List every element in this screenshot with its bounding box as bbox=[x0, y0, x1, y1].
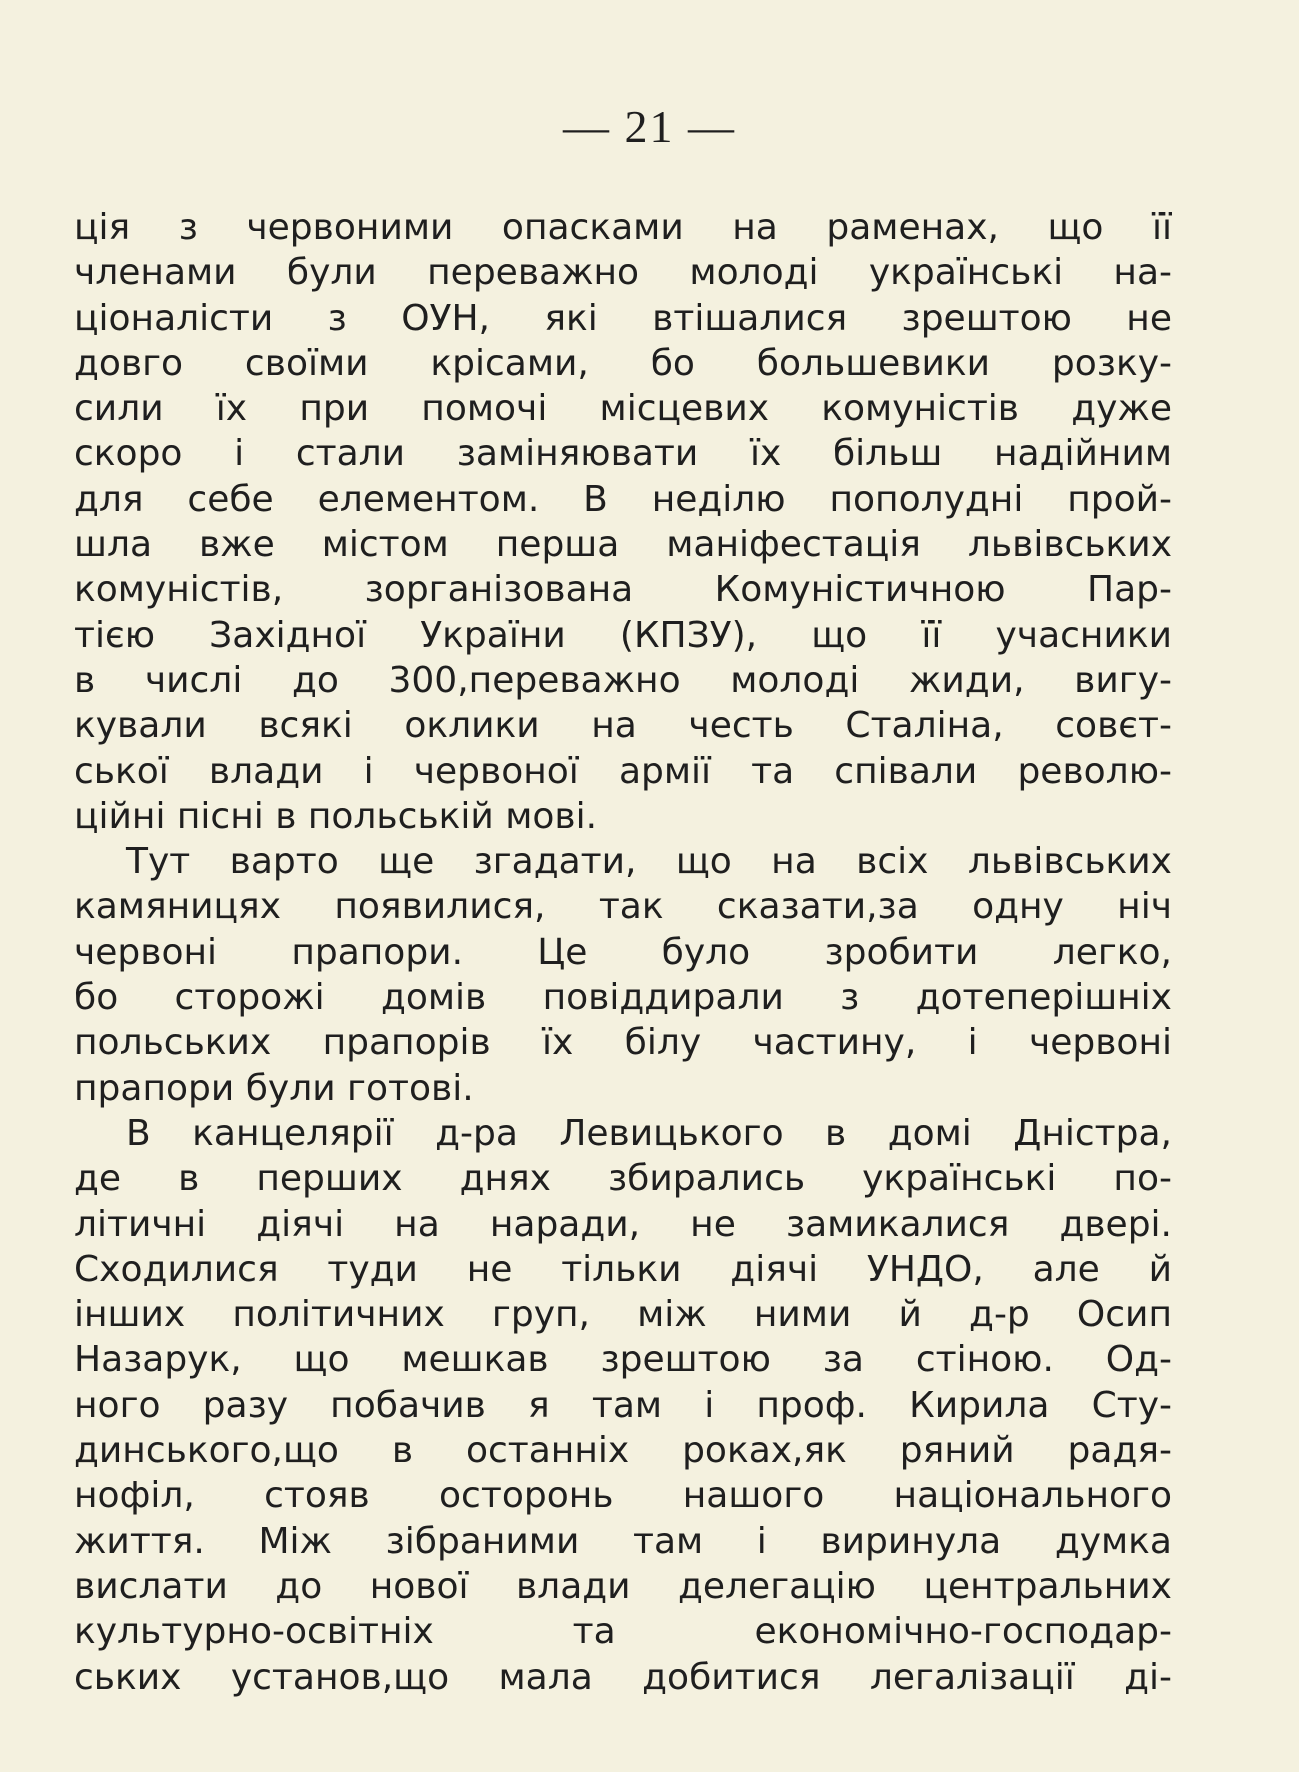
text-line: ційні пісні в польській мові. bbox=[74, 795, 598, 837]
text-line: літичні діячі на наради, не замикалися двері. bbox=[74, 1203, 1172, 1245]
text-line: вислати до нової влади делегацію центральних bbox=[74, 1565, 1172, 1607]
text-line: динського,що в останніх роках,як ряний радя- bbox=[74, 1430, 1172, 1472]
text-line: польських прапорів їх білу частину, і червоні bbox=[74, 1022, 1172, 1064]
text-line: прапори були готові. bbox=[74, 1067, 474, 1109]
text-line: ціоналісти з ОУН, які втішалися зрештою не bbox=[74, 297, 1172, 339]
body-text bbox=[74, 205, 1172, 1700]
text-line: шла вже містом перша маніфестація львівських bbox=[74, 524, 1172, 566]
text-line: кували всякі оклики на честь Сталіна, совєт- bbox=[74, 705, 1172, 747]
text-line: членами були переважно молоді українські на- bbox=[74, 252, 1172, 294]
text-line: життя. Між зібраними там і виринула думка bbox=[74, 1520, 1172, 1562]
text-line: інших політичних груп, між ними й д-р Осип bbox=[74, 1294, 1172, 1336]
paragraph-3 bbox=[74, 1111, 1172, 1700]
text-line: комуністів, зорганізована Комуністичною Пар- bbox=[74, 569, 1172, 611]
text-line: де в перших днях збирались українські по- bbox=[74, 1158, 1172, 1200]
text-line: скоро і стали заміняювати їх більш надійним bbox=[74, 433, 1172, 475]
page-number: — 21 — bbox=[563, 101, 736, 152]
text-line: камяницях появилися, так сказати,за одну ніч bbox=[74, 886, 1172, 928]
text-line: ного разу побачив я там і проф. Кирила Сту- bbox=[74, 1384, 1172, 1426]
text-line: В канцелярії д-ра Левицького в домі Дністра, bbox=[126, 1112, 1172, 1154]
text-line: Сходилися туди не тільки діячі УНДО, але й bbox=[74, 1248, 1172, 1290]
text-line: Назарук, що мешкав зрештою за стіною. Од- bbox=[74, 1339, 1172, 1381]
text-line: для себе елементом. В неділю пополудні прой- bbox=[74, 478, 1172, 520]
paragraph-1 bbox=[74, 205, 1172, 839]
text-line: бо сторожі домів повіддирали з дотеперішніх bbox=[74, 977, 1172, 1019]
text-line: тією Західної України (КПЗУ), що її учасники bbox=[74, 614, 1172, 656]
text-line: ської влади і червоної армії та співали револю- bbox=[74, 750, 1172, 792]
text-line: культурно-освітніх та економічно-господар- bbox=[74, 1611, 1172, 1653]
text-line: нофіл, стояв осторонь нашого національного bbox=[74, 1475, 1172, 1517]
text-line: Тут варто ще згадати, що на всіх львівських bbox=[126, 841, 1172, 883]
text-line: довго своїми крісами, бо большевики розку- bbox=[74, 342, 1172, 384]
text-line: ція з червоними опасками на раменах, що її bbox=[74, 207, 1172, 248]
text-line: в числі до 300,переважно молоді жиди, вигу- bbox=[74, 659, 1172, 701]
text-line: сили їх при помочі місцевих комуністів дуже bbox=[74, 388, 1172, 430]
text-line: ських установ,що мала добитися легалізації ді- bbox=[74, 1656, 1172, 1698]
paragraph-2 bbox=[74, 839, 1172, 1111]
text-line: червоні прапори. Це було зробити легко, bbox=[74, 931, 1172, 973]
